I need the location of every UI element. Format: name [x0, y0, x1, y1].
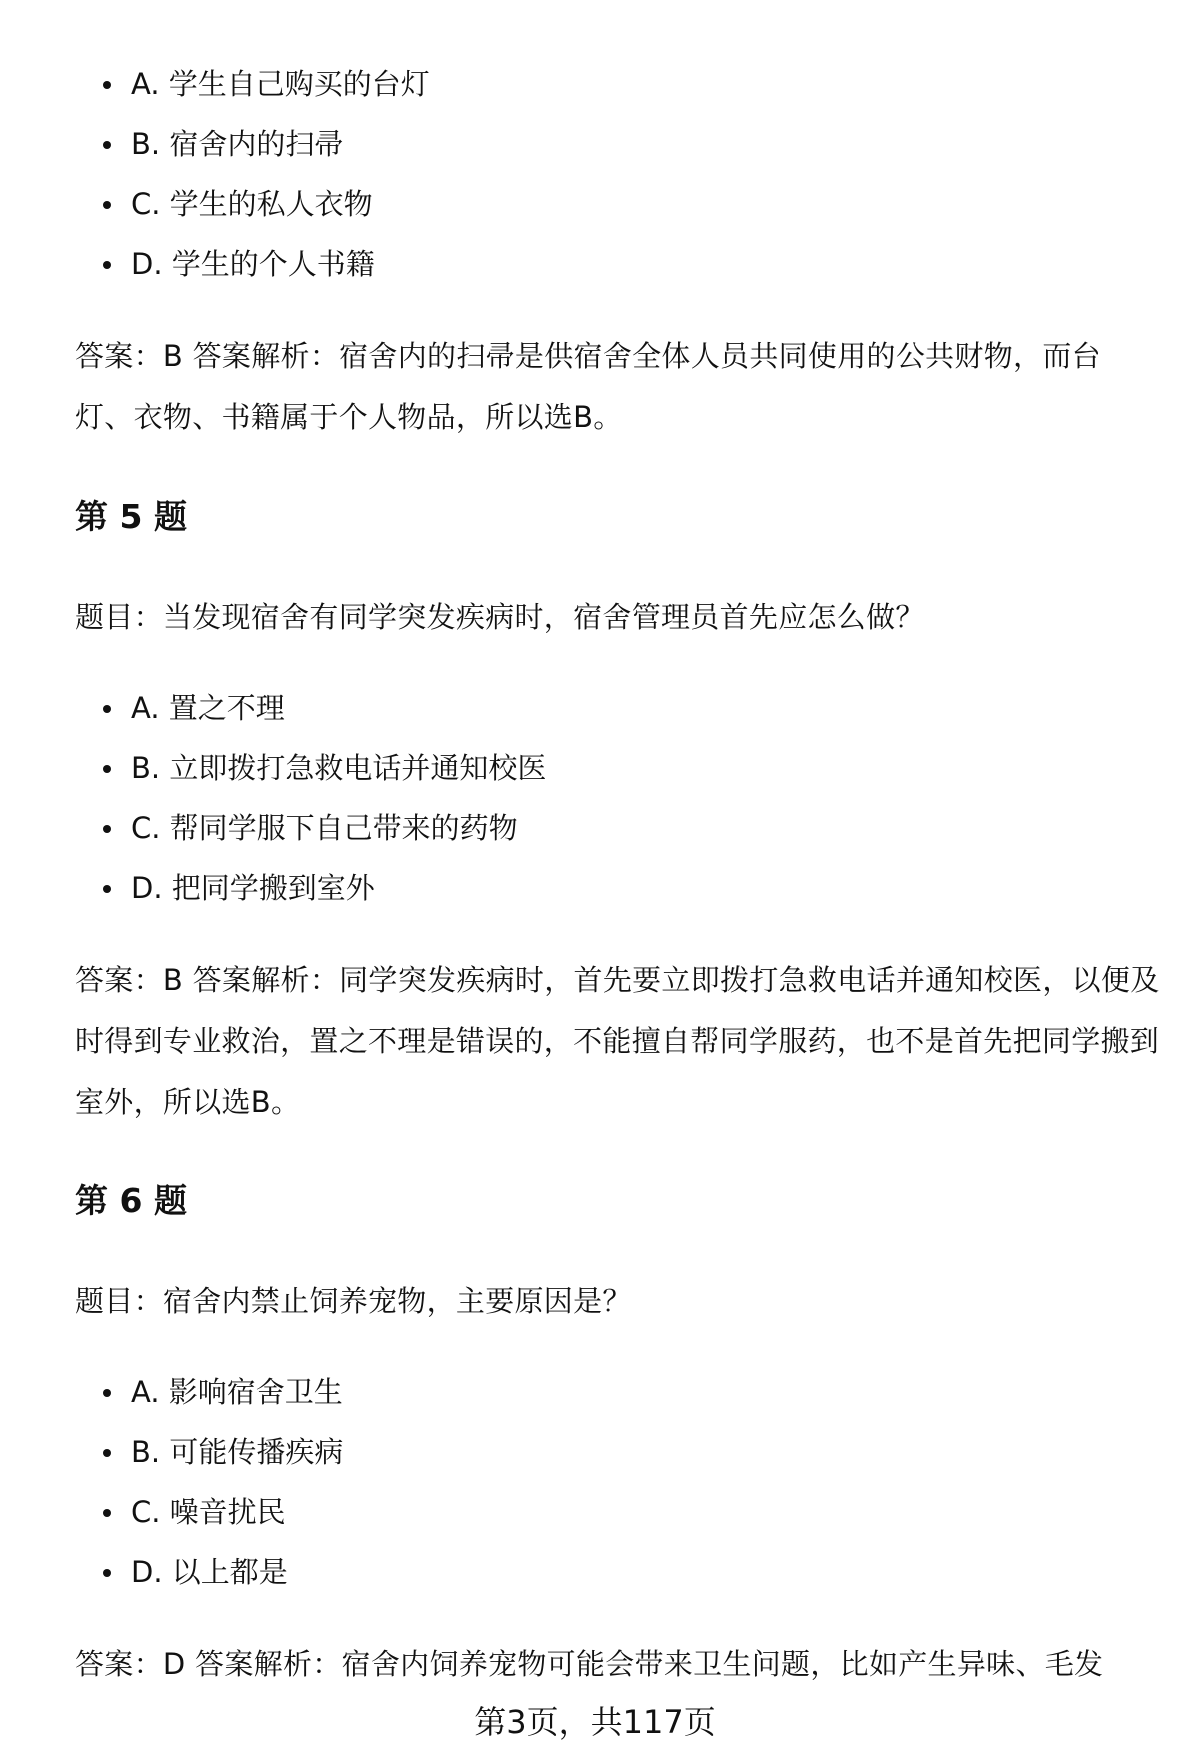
bullet-icon [103, 1449, 111, 1457]
q4-answer: 答案：B 答案解析：宿舍内的扫帚是供宿舍全体人员共同使用的公共财物，而台灯、衣物、书籍属于个人物品，所以选B。 [75, 339, 1101, 434]
option-item: B. 可能传播疾病 [75, 1422, 1175, 1482]
bullet-icon [103, 1509, 111, 1517]
q5-question: 题目：当发现宿舍有同学突发疾病时，宿舍管理员首先应怎么做？ [75, 600, 925, 634]
bullet-icon [103, 1569, 111, 1577]
option-item: A. 影响宿舍卫生 [75, 1362, 1175, 1422]
bullet-icon [103, 885, 111, 893]
q5-options-block [75, 678, 1175, 918]
bullet-icon [103, 765, 111, 773]
q6-heading-block [75, 1176, 1175, 1226]
bullet-icon [103, 1389, 111, 1397]
q6-options [75, 1362, 1175, 1602]
option-item: C. 学生的私人衣物 [75, 174, 1175, 234]
q6-answer-block [75, 1634, 1175, 1695]
option-item: C. 帮同学服下自己带来的药物 [75, 798, 1175, 858]
q6-question: 题目：宿舍内禁止饲养宠物，主要原因是？ [75, 1284, 632, 1318]
q4-answer-block [75, 326, 1135, 448]
page-number: 第3页，共117页 [474, 1703, 716, 1741]
bullet-icon [103, 261, 111, 269]
option-item: D. 以上都是 [75, 1542, 1175, 1602]
q6-heading: 第 6 题 [75, 1181, 187, 1220]
option-item: B. 立即拨打急救电话并通知校医 [75, 738, 1175, 798]
option-item: A. 学生自己购买的台灯 [75, 54, 1175, 114]
q4-options-block [75, 54, 1175, 294]
option-item: C. 噪音扰民 [75, 1482, 1175, 1542]
q5-answer: 答案：B 答案解析：同学突发疾病时，首先要立即拨打急救电话并通知校医，以便及时得到专业救治，置之不理是错误的，不能擅自帮同学服药，也不是首先把同学搬到室外，所以选B。 [75, 963, 1160, 1119]
q5-question-block [75, 587, 1175, 648]
bullet-icon [103, 705, 111, 713]
bullet-icon [103, 201, 111, 209]
q5-heading-block [75, 492, 1175, 542]
q6-answer: 答案：D 答案解析：宿舍内饲养宠物可能会带来卫生问题，比如产生异味、毛发 [75, 1647, 1104, 1681]
q6-question-block [75, 1271, 1175, 1332]
option-item: B. 宿舍内的扫帚 [75, 114, 1175, 174]
q4-options [75, 54, 1175, 294]
q6-options-block [75, 1362, 1175, 1602]
bullet-icon [103, 81, 111, 89]
bullet-icon [103, 141, 111, 149]
q5-answer-block [75, 950, 1165, 1133]
option-item: D. 学生的个人书籍 [75, 234, 1175, 294]
q5-options [75, 678, 1175, 918]
bullet-icon [103, 825, 111, 833]
option-item: D. 把同学搬到室外 [75, 858, 1175, 918]
q5-heading: 第 5 题 [75, 497, 187, 536]
option-item: A. 置之不理 [75, 678, 1175, 738]
